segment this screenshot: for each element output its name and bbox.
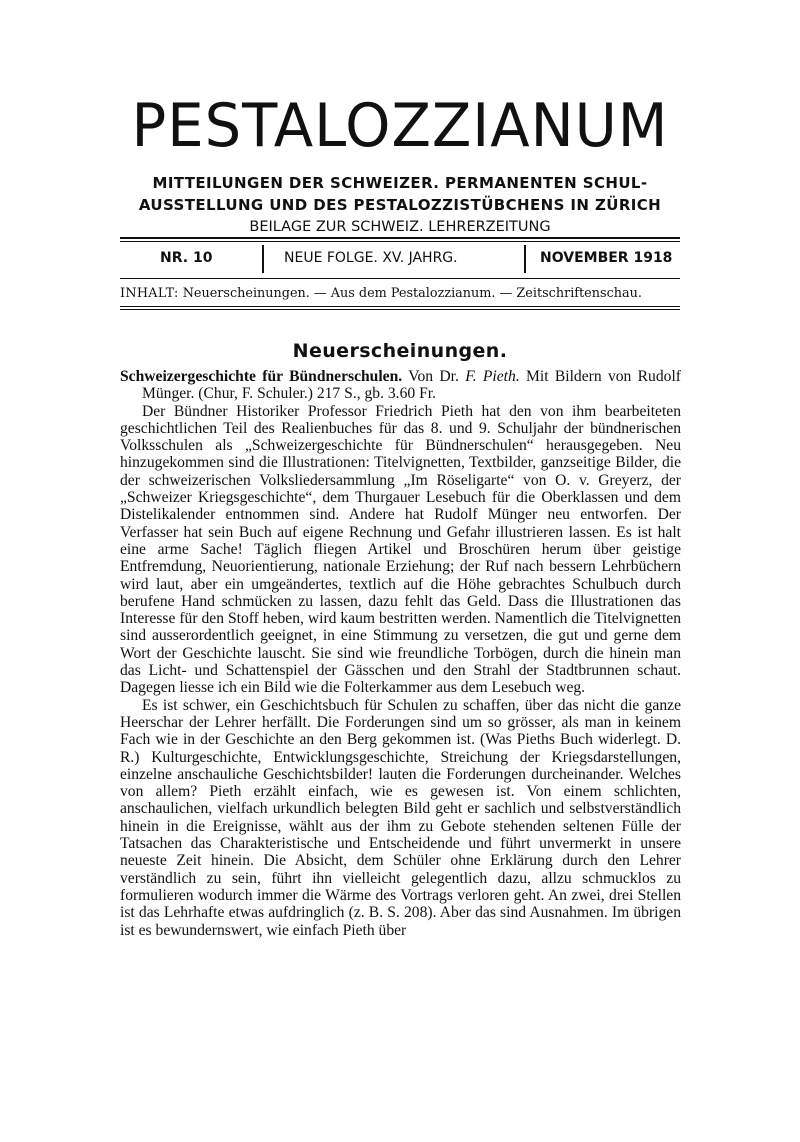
issue-divider-1 [262, 245, 264, 273]
article-body [120, 368, 681, 939]
review-reference [120, 368, 681, 403]
issue-series: NEUE FOLGE. XV. JAHRG. [284, 250, 458, 266]
masthead-title: PESTALOZZIANUM [131, 91, 669, 161]
contents-rule-1 [120, 306, 680, 307]
review-by: Von Dr. [408, 368, 459, 385]
bar-bottom-rule [120, 278, 680, 279]
review-details: Mit Bildern von Rudolf Münger. (Chur, F. Schuler.) 217 S., gb. 3.60 Fr. [142, 368, 681, 403]
review-paragraph-2: Es ist schwer, ein Geschichtsbuch für Schulen zu schaffen, über das nicht die ganze Heerschar der Lehrer herfällt. Die Forderungen sind um so grösser, als man in keinem Fach wie in der Geschichte an den Berg gekommen ist. (Was Pieths Buch widerlegt. D. R.) Kulturgeschichte, Entwicklungsgeschichte, Streichung der Kriegsdarstellungen, einzelne anschauliche Geschichtsbilder! lauten die Forderungen durcheinander. Welches von allem? Pieth erzählt einfach, wie es gewesen ist. Von einem schlichten, anschaulichen, vielfach urkundlich belegten Bild geht er sachlich und selbstverständlich hinein in die Ereignisse, wählt aus der ihm zu Gebote stehenden seltenen Fülle der Tatsachen das Charakteristische und Entscheidende und führt unvermerkt in unsere neueste Zeit hinein. Die Absicht, dem Schüler ohne Erklärung durch den Lehrer verständlich zu sein, führt ihn vielleicht gelegentlich dazu, allzu schmucklos zu formulieren wodurch immer die Wärme des Vortrags verloren geht. An zwei, drei Stellen ist das Lehrhafte etwas aufdringlich (z. B. S. 208). Aber das sind Ausnahmen. Im übrigen ist es bewundernswert, wie einfach Pieth über [120, 696, 681, 939]
review-work-title: Schweizergeschichte für Bündnerschulen. [120, 368, 403, 385]
contents-rule-2 [120, 309, 680, 310]
section-title: Neuerscheinungen. [292, 340, 508, 362]
contents-line [120, 286, 680, 301]
masthead-subtitle-line1: MITTEILUNGEN DER SCHWEIZER. PERMANENTEN SCHUL- [152, 174, 648, 192]
masthead-subtitle [0, 172, 800, 216]
issue-divider-2 [524, 245, 526, 273]
contents-items: Neuerscheinungen. — Aus dem Pestalozzianum. — Zeitschriftenschau. [182, 286, 642, 301]
masthead-supplement: BEILAGE ZUR SCHWEIZ. LEHRERZEITUNG [249, 219, 551, 235]
issue-number: NR. 10 [160, 250, 213, 266]
issue-date: NOVEMBER 1918 [540, 250, 673, 266]
review-author: F. Pieth. [465, 368, 520, 385]
contents-label: INHALT: [120, 286, 179, 301]
issue-bar [148, 242, 678, 276]
masthead-subtitle-line2: AUSSTELLUNG UND DES PESTALOZZISTÜBCHENS IN ZÜRICH [138, 196, 662, 214]
review-paragraph-1: Der Bündner Historiker Professor Friedrich Pieth hat den von ihm bearbeiteten geschichtlichen Teil des Realienbuches für das 8. und 9. Schuljahr der bündnerischen Volksschulen als „Schweizergeschichte für Bündnerschulen“ herausgegeben. Neu hinzugekommen sind die Illustrationen: Titelvignetten, Textbilder, ganzseitige Bilder, die der schweizerischen Volksliedersammlung „Im Röseligarte“ von O. v. Greyerz, der „Schweizer Kriegsgeschichte“, dem Thurgauer Lesebuch für die Oberklassen und dem Distelikalender entnommen sind. Andere hat Rudolf Münger neu entworfen. Der Verfasser hat sein Buch auf eigene Rechnung und Gefahr illustrieren lassen. Es ist halt eine arme Sache! Täglich fliegen Artikel und Broschüren herum über geistige Entfremdung, Neuorientierung, nationale Erziehung; der Ruf nach bessern Lehrbüchern wird laut, aber ein umgeändertes, textlich auf die Höhe gebrachtes Schulbuch durch berufene Hand schmücken zu lassen, dazu fehlt das Geld. Dass die Illustrationen das Interesse für den Stoff heben, wird kaum bestritten werden. Namentlich die Titelvignetten sind ausserordentlich geeignet, in eine Stimmung zu versetzen, die gut und gerne dem Wort der Geschichte lauscht. Sie sind wie freundliche Torbögen, durch die hinein man das Licht- und Schattenspiel der Gässchen und den Strahl der Stadtbrunnen schaut. Dagegen liesse ich ein Bild wie die Folterkammer aus dem Lesebuch weg. [120, 402, 681, 697]
top-rule [120, 237, 680, 239]
